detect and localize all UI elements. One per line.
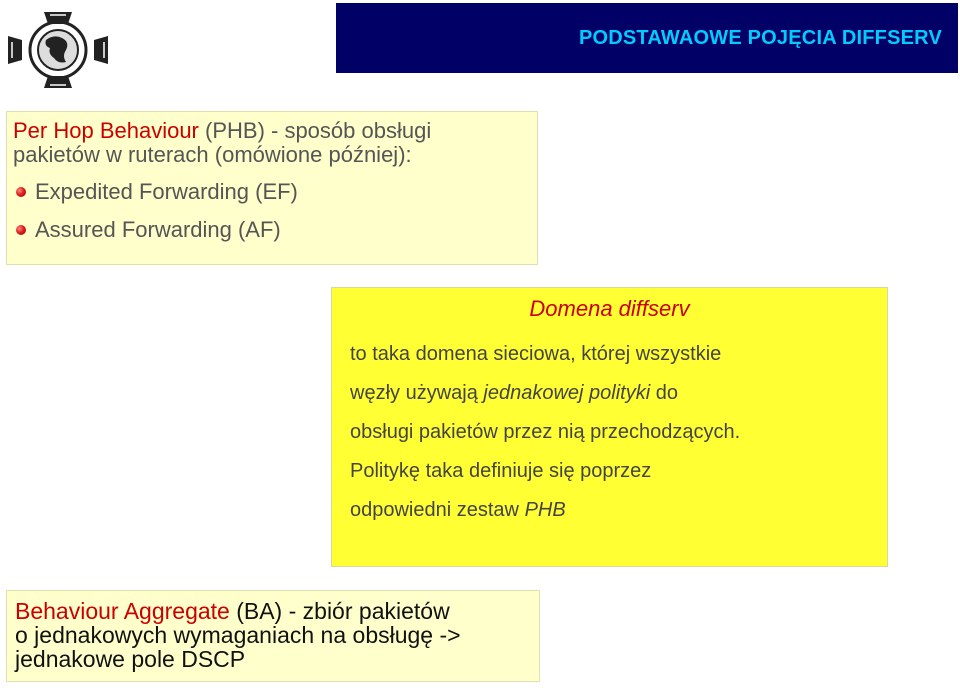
bullet-af-text: Assured Forwarding (AF) [35, 217, 281, 242]
page-title: PODSTAWAOWE POJĘCIA DIFFSERV [578, 26, 942, 49]
list-item [13, 217, 537, 243]
domain-line-2-prefix: węzły używają [350, 382, 484, 404]
phb-intro-line2: pakietów w ruterach (omówione później): [13, 142, 412, 167]
title-bar [336, 3, 958, 73]
list-item [13, 179, 537, 205]
bullet-ef-text: Expedited Forwarding (EF) [35, 179, 298, 204]
domain-line-2-italic: jednakowej polityki [483, 382, 651, 404]
domain-heading: Domena diffserv [529, 296, 690, 321]
red-ball-bullet-icon [16, 187, 26, 197]
behaviour-aggregate-box [6, 590, 540, 682]
domain-body [350, 335, 880, 530]
phb-term: Per Hop Behaviour [13, 118, 199, 143]
diffserv-domain-box [331, 287, 888, 567]
phb-intro-rest: (PHB) - sposób obsługi [198, 118, 432, 143]
ba-line-3: jednakowe pole DSCP [15, 646, 246, 672]
globe-compass-logo-icon [4, 4, 112, 96]
domain-line-1: to taka domena sieciowa, której wszystkie [350, 343, 722, 365]
phb-definition-box [6, 111, 538, 265]
domain-line-5-prefix: odpowiedni zestaw [350, 499, 525, 521]
domain-line-3: obsługi pakietów przez nią przechodzących. [350, 421, 741, 443]
domain-line-5 [350, 491, 880, 530]
phb-intro [13, 119, 537, 167]
domain-line-5-italic: PHB [524, 499, 566, 521]
ba-line-1-rest: (BA) - zbiór pakietów [229, 598, 450, 624]
red-ball-bullet-icon [16, 225, 26, 235]
ba-term: Behaviour Aggregate [15, 598, 230, 624]
domain-line-4: Politykę taka definiuje się poprzez [350, 460, 652, 482]
domain-line-2-suffix: do [650, 382, 678, 404]
domain-line-2 [350, 374, 880, 413]
ba-line-2: o jednakowych wymaganiach na obsługę -> [15, 622, 461, 648]
